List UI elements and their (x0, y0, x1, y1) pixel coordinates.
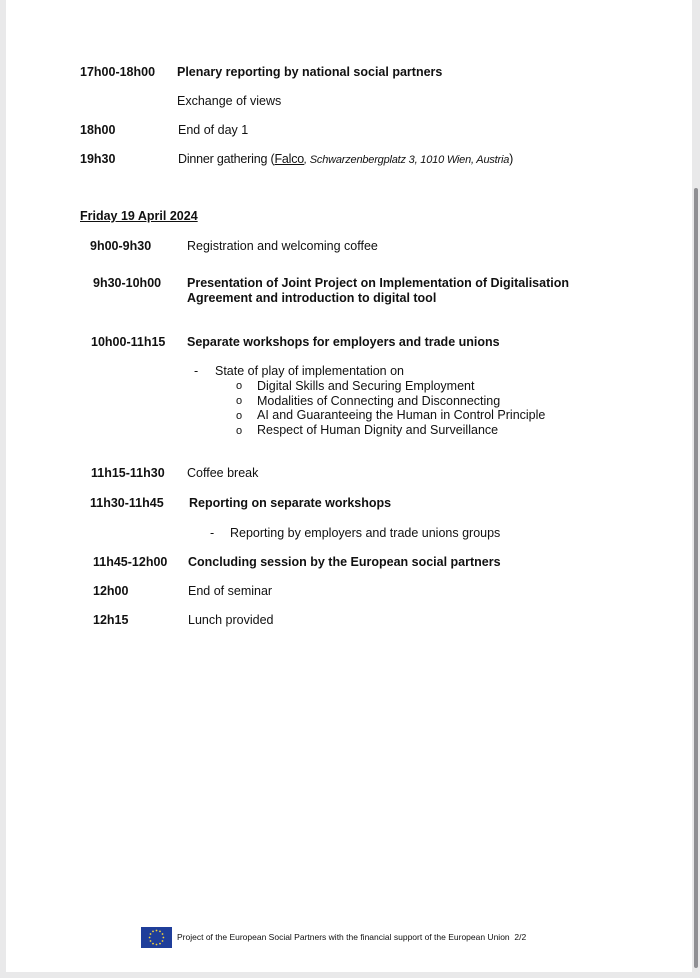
bullet-marker: o (236, 380, 243, 392)
time-10h00: 10h00-11h15 (91, 335, 166, 349)
time-11h30: 11h30-11h45 (90, 496, 164, 510)
agenda-reporting-workshops: Reporting on separate workshops (189, 496, 392, 510)
bullet-marker: o (236, 410, 243, 422)
venue-address: , Schwarzenbergplatz 3, 1010 Wien, Austria (304, 154, 510, 166)
footer-funding-note (177, 932, 526, 942)
vertical-scrollbar[interactable] (694, 188, 698, 968)
bullet-marker: o (236, 395, 243, 407)
dash-marker: - (210, 526, 215, 540)
agenda-dinner (178, 152, 513, 168)
time-19h30: 19h30 (80, 152, 116, 166)
venue-link[interactable]: Falco (274, 152, 305, 166)
agenda-end-seminar: End of seminar (188, 584, 273, 598)
agenda-concluding: Concluding session by the European social partners (188, 555, 501, 569)
bullet-marker: o (236, 425, 243, 437)
reporting-groups: Reporting by employers and trade unions groups (230, 526, 501, 540)
topic-digital-skills: Digital Skills and Securing Employment (257, 379, 475, 393)
footer-text: Project of the European Social Partners with the financial support of the European Union (177, 932, 510, 942)
agenda-registration: Registration and welcoming coffee (187, 239, 378, 253)
agenda-lunch: Lunch provided (188, 613, 274, 627)
time-9h30: 9h30-10h00 (93, 276, 162, 290)
dinner-label: Dinner gathering ( (178, 152, 275, 166)
eu-flag-icon (141, 927, 172, 948)
time-12h15: 12h15 (93, 613, 129, 627)
day2-heading: Friday 19 April 2024 (80, 209, 198, 223)
topic-ai-human-control: AI and Guaranteeing the Human in Control Principle (257, 408, 546, 422)
topic-human-dignity: Respect of Human Dignity and Surveillance (257, 423, 499, 437)
dash-marker: - (194, 364, 199, 378)
agenda-workshops: Separate workshops for employers and trade unions (187, 335, 500, 349)
time-18h00: 18h00 (80, 123, 116, 137)
agenda-presentation-line1: Presentation of Joint Project on Implementation of Digitalisation (187, 276, 569, 290)
time-11h15: 11h15-11h30 (91, 466, 165, 480)
state-of-play: State of play of implementation on (215, 364, 405, 378)
agenda-plenary: Plenary reporting by national social partners (177, 65, 443, 79)
agenda-coffee-break: Coffee break (187, 466, 259, 480)
dinner-close: ) (509, 152, 514, 166)
time-12h00: 12h00 (93, 584, 129, 598)
topic-connecting: Modalities of Connecting and Disconnecting (257, 394, 501, 408)
agenda-presentation-line2: Agreement and introduction to digital tool (187, 291, 437, 305)
time-11h45: 11h45-12h00 (93, 555, 168, 569)
agenda-end-day1: End of day 1 (178, 123, 249, 137)
page-number: 2/2 (514, 932, 527, 942)
document-page (6, 0, 692, 972)
agenda-exchange: Exchange of views (177, 94, 282, 108)
time-17h00: 17h00-18h00 (80, 65, 156, 79)
time-9h00: 9h00-9h30 (90, 239, 152, 253)
